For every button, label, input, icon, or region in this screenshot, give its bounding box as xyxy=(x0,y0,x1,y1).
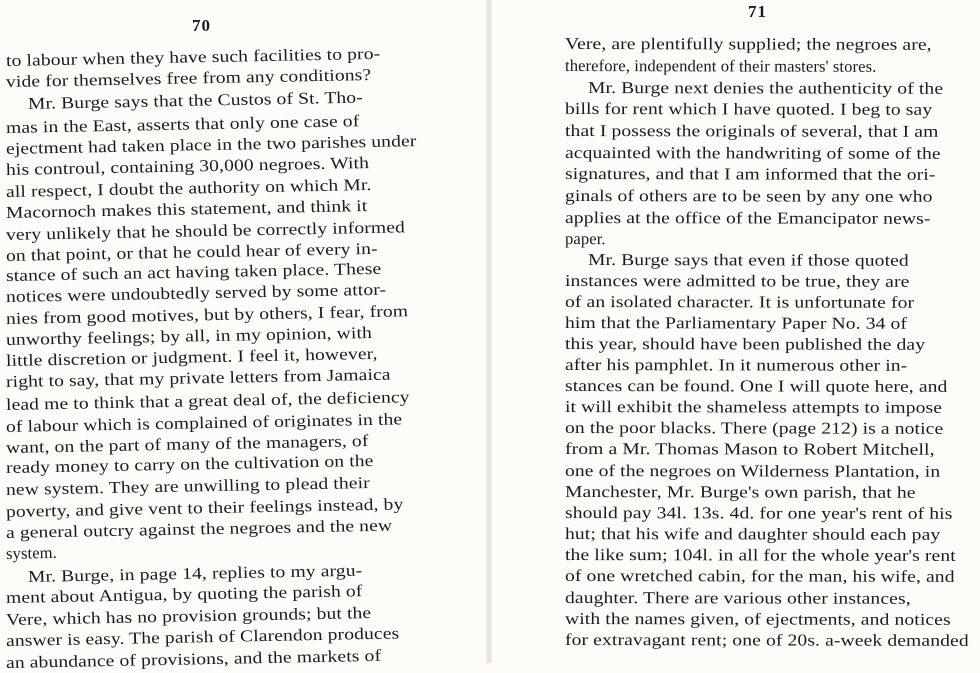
text-line: Macornoch makes this statement, and think it xyxy=(5,196,368,222)
right-page xyxy=(490,0,980,663)
text-line: one of the negroes on Wilderness Plantation, in xyxy=(564,461,941,481)
text-line: poverty, and give vent to their feelings instead, by xyxy=(5,494,404,521)
text-line: to labour when they have such facilities to pro- xyxy=(5,43,381,70)
text-line: answer is easy. The parish of Clarendon produces xyxy=(5,623,400,650)
text-line: vide for themselves free from any conditions? xyxy=(5,64,372,91)
text-line: hut; that his wife and daughter should each pay xyxy=(564,524,941,544)
text-line: Mr. Burge says that even if those quoted xyxy=(587,250,909,270)
text-line: therefore, independent of their masters' stores. xyxy=(564,56,877,76)
text-line: it will exhibit the shameless attempts to impose xyxy=(564,397,943,417)
text-line: this year, should have been published the day xyxy=(564,334,926,354)
text-line: instances were admitted to be true, they are xyxy=(564,271,910,291)
text-line: applies at the office of the Emancipator news- xyxy=(564,208,931,228)
text-line: mas in the East, asserts that only one case of xyxy=(5,111,360,137)
left-page xyxy=(0,0,488,672)
text-line: lead me to think that a great deal of, the deficiency xyxy=(5,387,410,414)
text-line: on that point, or that he could hear of every in- xyxy=(5,238,378,265)
text-line: acquainted with the handwriting of some of the xyxy=(564,143,941,163)
text-line: Vere, are plentifully supplied; the negroes are, xyxy=(564,34,932,54)
text-line: stance of such an act having taken place. These xyxy=(5,258,382,285)
text-line: of one wretched cabin, for the man, his wife, and xyxy=(564,566,955,586)
text-line: all respect, I doubt the authority on which Mr. xyxy=(5,174,372,201)
text-line: bills for rent which I have quoted. I beg to say xyxy=(564,99,933,119)
text-line: very unlikely that he should be correctly informed xyxy=(5,217,406,244)
text-line: after his pamphlet. In it numerous other in- xyxy=(564,355,908,375)
text-line: on the poor blacks. There (page 212) is a notice xyxy=(564,418,944,438)
text-line: with the names given, of ejectments, and notices xyxy=(564,609,951,629)
text-line: Mr. Burge says that the Custos of St. Tho- xyxy=(27,87,364,113)
text-line: ejectment had taken place in the two parishes under xyxy=(5,131,417,158)
text-line: want, on the part of many of the managers, of xyxy=(5,431,369,457)
text-line: stances can be found. One I will quote here, and xyxy=(564,376,948,396)
text-line: should pay 34l. 13s. 4d. for one year's rent of his xyxy=(564,503,953,523)
text-line: paper. xyxy=(564,229,606,249)
text-line: an abundance of provisions, and the markets of xyxy=(5,645,382,672)
page-number: 70 xyxy=(192,16,211,35)
text-line: that I possess the originals of several, that I am xyxy=(564,121,939,141)
text-line: daughter. There are various other instances, xyxy=(564,588,911,608)
text-line: of an isolated character. It is unfortunate for xyxy=(564,292,915,312)
text-line: ready money to carry on the cultivation on the xyxy=(5,450,374,477)
text-line: little discretion or judgment. I feel it, however, xyxy=(5,343,378,370)
text-line: him that the Parliamentary Paper No. 34 of xyxy=(564,313,908,333)
text-line: the like sum; 104l. in all for the whole year's rent xyxy=(564,545,956,565)
text-line: his controul, containing 30,000 negroes. With xyxy=(5,153,370,179)
text-line: unworthy feelings; by all, in my opinion, with xyxy=(5,322,373,349)
text-line: ginals of others are to be seen by any one who xyxy=(564,186,933,206)
text-line: for extravagant rent; one of 20s. a-week demanded xyxy=(564,630,969,650)
text-line: Manchester, Mr. Burge's own parish, that he xyxy=(564,482,916,502)
text-line: new system. They are unwilling to plead their xyxy=(5,473,370,499)
text-line: Mr. Burge, in page 14, replies to my argu- xyxy=(27,560,363,586)
text-line: a general outcry against the negroes and the new xyxy=(5,515,393,542)
text-line: from a Mr. Thomas Mason to Robert Mitchell, xyxy=(564,439,935,459)
text-line: nies from good motives, but by others, I fear, from xyxy=(5,301,409,328)
text-line: notices were undoubtedly served by some attor- xyxy=(5,279,387,306)
text-line: of labour which is complained of originates in the xyxy=(5,409,403,436)
text-line: system. xyxy=(5,542,58,563)
text-line: ment about Antigua, by quoting the parish of xyxy=(5,581,363,607)
text-line: right to say, that my private letters from Jamaica xyxy=(5,364,391,391)
text-line: Vere, which has no provision grounds; but the xyxy=(5,602,372,629)
text-line: signatures, and that I am informed that the ori- xyxy=(564,164,936,184)
page-number: 71 xyxy=(748,2,767,21)
text-line: Mr. Burge next denies the authenticity of the xyxy=(587,78,944,98)
